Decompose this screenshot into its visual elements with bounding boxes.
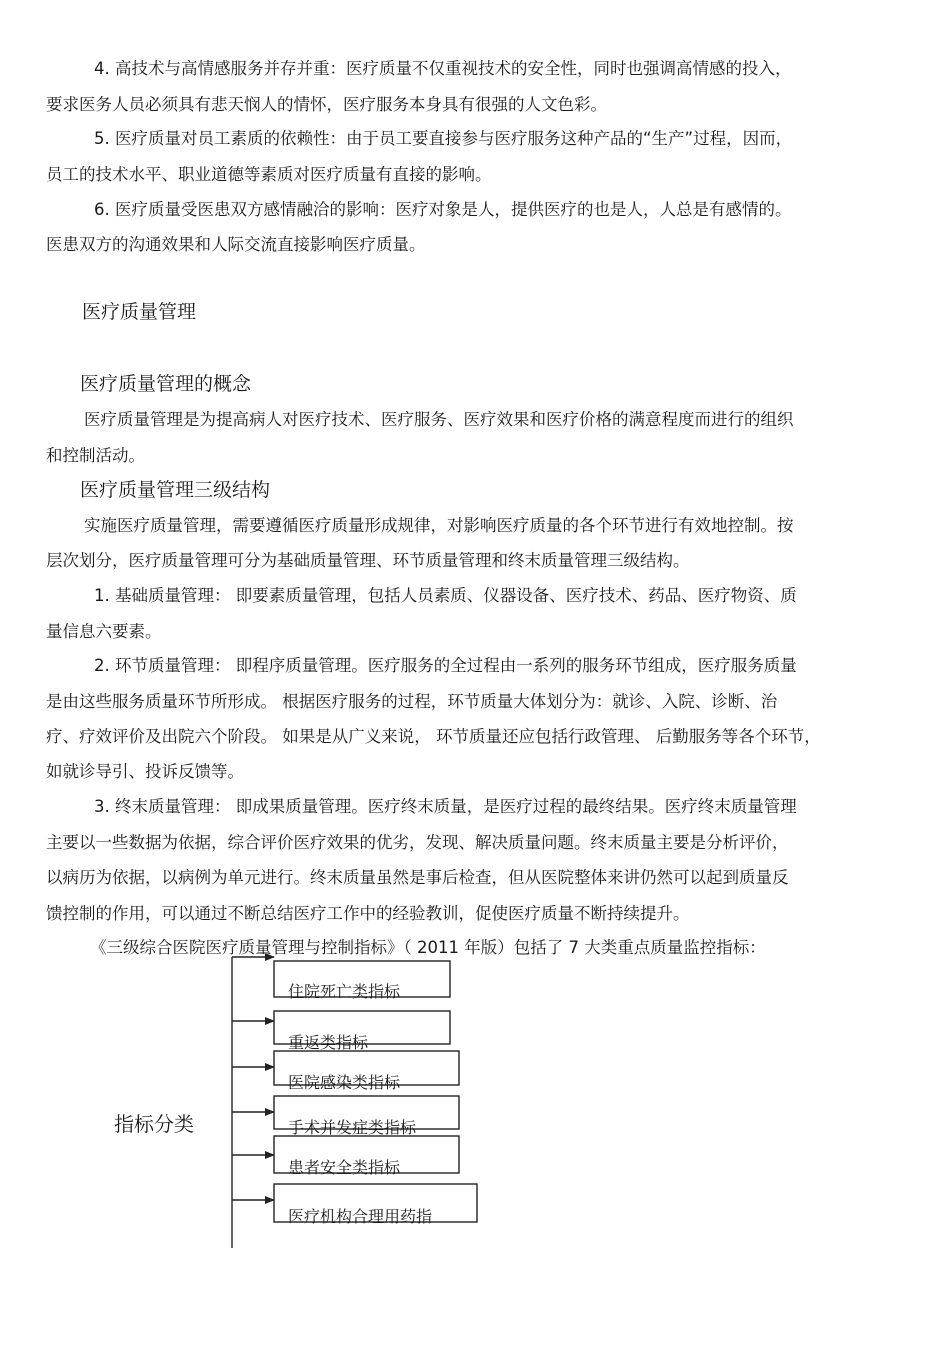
indicator-label-2: 重返类指标 <box>288 1033 369 1052</box>
basic-quality-line-2: 量信息六要素。 <box>46 622 162 641</box>
process-quality-line-2: 是由这些服务质量环节所形成。 根据医疗服务的过程，环节质量大体划分为：就诊、入院、诊断、治 <box>46 692 778 711</box>
structure-intro-line-1: 实施医疗质量管理，需要遵循医疗质量形成规律，对影响医疗质量的各个环节进行有效地控制。按 <box>84 516 794 535</box>
paragraph-6-line-2: 医患双方的沟通效果和人际交流直接影响医疗质量。 <box>46 235 426 254</box>
indicator-label-3: 医院感染类指标 <box>288 1073 401 1092</box>
diagram-title: 指标分类 <box>114 1112 194 1136</box>
indicator-label-4: 手术并发症类指标 <box>288 1118 417 1137</box>
process-quality-line-4: 如就诊导引、投诉反馈等。 <box>46 762 244 781</box>
process-quality-line-3: 疗、疗效评价及出院六个阶段。 如果是从广义来说， 环节质量还应包括行政管理、 后勤服务等各个环节， <box>46 727 821 746</box>
concept-line-2: 和控制活动。 <box>46 446 145 465</box>
paragraph-4-line-1: 4. 高技术与高情感服务并存并重：医疗质量不仅重视技术的安全性，同时也强调高情感的投入， <box>94 59 792 78</box>
indicator-label-6: 医疗机构合理用药指 <box>288 1207 433 1226</box>
indicator-intro: 《三级综合医院医疗质量管理与控制指标》（ 2011 年版）包括了 7 大类重点质量监控指标： <box>90 938 766 957</box>
paragraph-5-line-1: 5. 医疗质量对员工素质的依赖性：由于员工要直接参与医疗服务这种产品的“生产”过程，因而， <box>94 129 793 148</box>
paragraph-6-line-1: 6. 医疗质量受医患双方感情融洽的影响：医疗对象是人，提供医疗的也是人，人总是有感情的。 <box>94 200 792 219</box>
final-quality-line-1: 3. 终末质量管理： 即成果质量管理。医疗终末质量，是医疗过程的最终结果。医疗终末质量管理 <box>94 797 797 816</box>
final-quality-line-4: 馈控制的作用，可以通过不断总结医疗工作中的经验教训，促使医疗质量不断持续提升。 <box>46 904 690 923</box>
paragraph-4-line-2: 要求医务人员必须具有悲天悯人的情怀，医疗服务本身具有很强的人文色彩。 <box>46 95 607 114</box>
final-quality-line-2: 主要以一些数据为依据，综合评价医疗效果的优劣，发现、解决质量问题。终末质量主要是分析评价， <box>46 833 789 852</box>
concept-line-1: 医疗质量管理是为提高病人对医疗技术、医疗服务、医疗效果和医疗价格的满意程度而进行的组织 <box>84 410 794 429</box>
paragraph-5-line-2: 员工的技术水平、职业道德等素质对医疗质量有直接的影响。 <box>46 165 492 184</box>
structure-intro-line-2: 层次划分，医疗质量管理可分为基础质量管理、环节质量管理和终末质量管理三级结构。 <box>46 551 690 570</box>
indicator-label-1: 住院死亡类指标 <box>288 982 401 1001</box>
section-heading-quality-management: 医疗质量管理 <box>82 301 197 323</box>
section-heading-three-level: 医疗质量管理三级结构 <box>80 479 271 501</box>
basic-quality-line-1: 1. 基础质量管理： 即要素质量管理，包括人员素质、仪器设备、医疗技术、药品、医疗物资、质 <box>94 586 797 605</box>
section-heading-concept: 医疗质量管理的概念 <box>80 373 252 395</box>
indicator-label-5: 患者安全类指标 <box>288 1158 401 1177</box>
final-quality-line-3: 以病历为依据，以病例为单元进行。终末质量虽然是事后检查，但从医院整体来讲仍然可以起到质量反 <box>46 868 789 887</box>
process-quality-line-1: 2. 环节质量管理： 即程序质量管理。医疗服务的全过程由一系列的服务环节组成，医疗服务质量 <box>94 656 797 675</box>
